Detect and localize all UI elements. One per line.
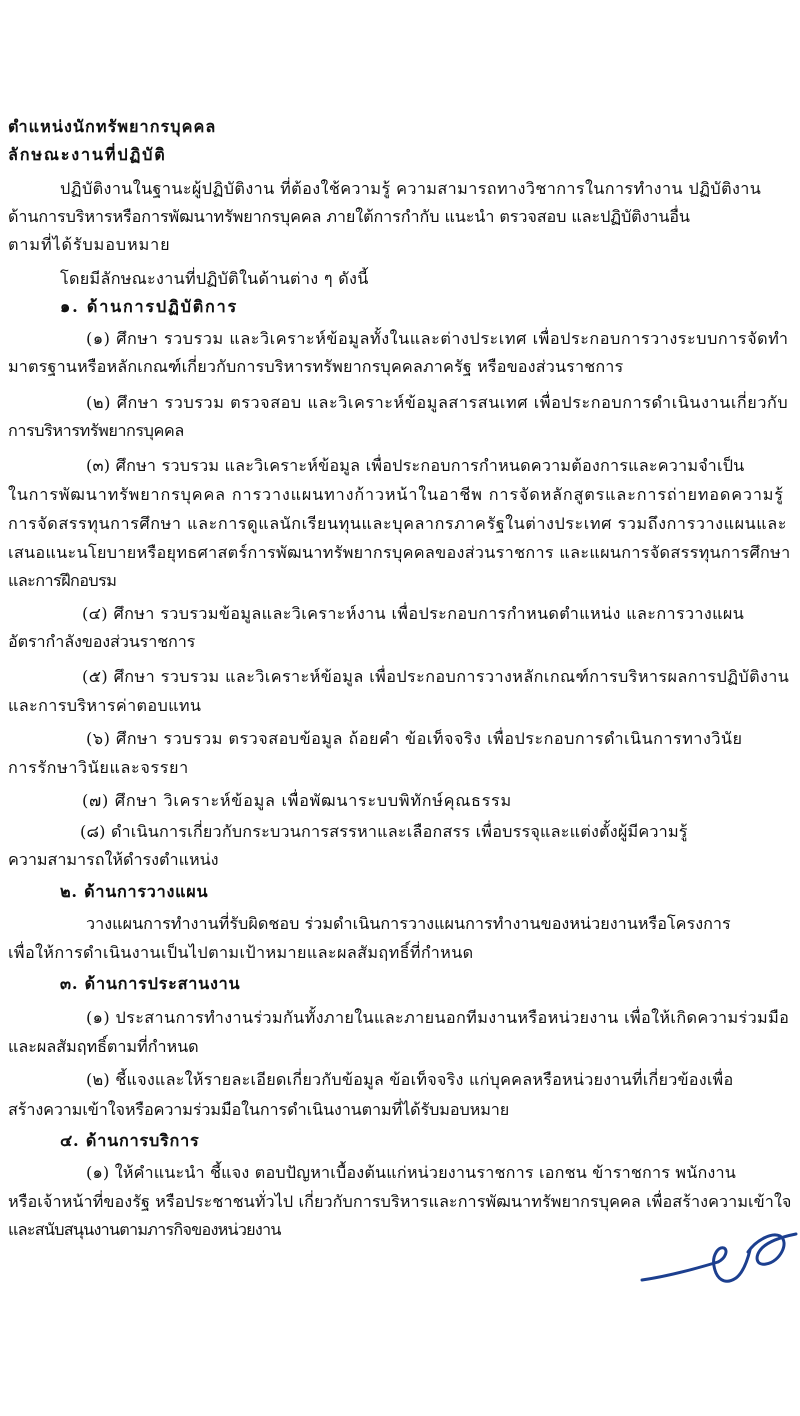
list-item-line: (๓) ศึกษา รวบรวม และวิเคราะห์ข้อมูล เพื่อประกอบการกำหนดความต้องการและความจำเป็น xyxy=(86,456,745,475)
list-item-line: (๔) ศึกษา รวบรวมข้อมูลและวิเคราะห์งาน เพื่อประกอบการกำหนดตำแหน่ง และการวางแผน xyxy=(82,604,745,623)
intro-line: ปฏิบัติงานในฐานะผู้ปฏิบัติงาน ที่ต้องใช้ความรู้ ความสามารถทางวิชาการในการทำงาน ปฏิบัติงาน xyxy=(60,179,762,198)
list-item-line: อัตรากำลังของส่วนราชการ xyxy=(8,632,196,651)
document-subtitle: ลักษณะงานที่ปฏิบัติ xyxy=(8,145,167,164)
signature-mark xyxy=(640,1222,800,1292)
list-item-line: และการบริหารค่าตอบแทน xyxy=(8,696,202,715)
list-item-line: (๒) ศึกษา รวบรวม ตรวจสอบ และวิเคราะห์ข้อมูลสารสนเทศ เพื่อประกอบการดำเนินงานเกี่ยวกับ xyxy=(86,393,789,412)
list-item-line: (๖) ศึกษา รวบรวม ตรวจสอบข้อมูล ถ้อยคำ ข้อเท็จจริง เพื่อประกอบการดำเนินการทางวินัย xyxy=(86,729,743,748)
list-item-line: หรือเจ้าหน้าที่ของรัฐ หรือประชาชนทั่วไป เกี่ยวกับการบริหารและการพัฒนาทรัพยากรบุคคล เพื่อสร้างความเข้าใจ xyxy=(8,1192,792,1211)
intro-line: ตามที่ได้รับมอบหมาย xyxy=(8,235,171,254)
section-heading-coordination: ๓. ด้านการประสานงาน xyxy=(60,974,241,993)
lead-line: โดยมีลักษณะงานที่ปฏิบัติในด้านต่าง ๆ ดังนี้ xyxy=(60,269,369,288)
list-item-line: (๑) ประสานการทำงานร่วมกันทั้งภายในและภายนอกทีมงานหรือหน่วยงาน เพื่อให้เกิดความร่วมมือ xyxy=(86,1008,790,1027)
list-item-line: และผลสัมฤทธิ์ตามที่กำหนด xyxy=(8,1037,199,1056)
section-heading-service: ๔. ด้านการบริการ xyxy=(60,1131,200,1150)
document-title: ตำแหน่งนักทรัพยากรบุคคล xyxy=(8,117,217,136)
list-item-line: (๑) ศึกษา รวบรวม และวิเคราะห์ข้อมูลทั้งในและต่างประเทศ เพื่อประกอบการวางระบบการจัดทำ xyxy=(86,329,789,348)
list-item-line: สร้างความเข้าใจหรือความร่วมมือในการดำเนินงานตามที่ได้รับมอบหมาย xyxy=(8,1100,510,1119)
list-item-line: และสนับสนุนงานตามภารกิจของหน่วยงาน xyxy=(8,1220,281,1239)
list-item-line: ความสามารถให้ดำรงตำแหน่ง xyxy=(8,850,219,869)
paragraph-line: เพื่อให้การดำเนินงานเป็นไปตามเป้าหมายและผลสัมฤทธิ์ที่กำหนด xyxy=(8,943,474,962)
paragraph-line: วางแผนการทำงานที่รับผิดชอบ ร่วมดำเนินการวางแผนการทำงานของหน่วยงานหรือโครงการ xyxy=(86,914,731,933)
list-item-line: ในการพัฒนาทรัพยากรบุคคล การวางแผนทางก้าวหน้าในอาชีพ การจัดหลักสูตรและการถ่ายทอดความรู้ xyxy=(8,485,784,504)
section-heading-operations: ๑. ด้านการปฏิบัติการ xyxy=(60,297,238,316)
list-item-line: เสนอแนะนโยบายหรือยุทธศาสตร์การพัฒนาทรัพยากรบุคคลของส่วนราชการ และแผนการจัดสรรทุนการศึกษา xyxy=(8,543,791,562)
list-item-line: (๒) ชี้แจงและให้รายละเอียดเกี่ยวกับข้อมูล ข้อเท็จจริง แก่บุคคลหรือหน่วยงานที่เกี่ยวข้องเพื่อ xyxy=(86,1070,734,1089)
list-item-line: การบริหารทรัพยากรบุคคล xyxy=(8,421,184,440)
list-item-line: มาตรฐานหรือหลักเกณฑ์เกี่ยวกับการบริหารทรัพยากรบุคคลภาครัฐ หรือของส่วนราชการ xyxy=(8,357,624,376)
list-item-line: (๑) ให้คำแนะนำ ชี้แจง ตอบปัญหาเบื้องต้นแก่หน่วยงานราชการ เอกชน ข้าราชการ พนักงาน xyxy=(86,1163,736,1182)
list-item-line: (๘) ดำเนินการเกี่ยวกับกระบวนการสรรหาและเลือกสรร เพื่อบรรจุและแต่งตั้งผู้มีความรู้ xyxy=(80,822,688,841)
list-item-line: และการฝึกอบรม xyxy=(8,571,117,590)
section-heading-planning: ๒. ด้านการวางแผน xyxy=(60,882,209,901)
intro-line: ด้านการบริหารหรือการพัฒนาทรัพยากรบุคคล ภายใต้การกำกับ แนะนำ ตรวจสอบ และปฏิบัติงานอื่น xyxy=(8,207,690,226)
list-item-line: (๗) ศึกษา วิเคราะห์ข้อมูล เพื่อพัฒนาระบบพิทักษ์คุณธรรม xyxy=(82,791,512,810)
list-item-line: (๕) ศึกษา รวบรวม และวิเคราะห์ข้อมูล เพื่อประกอบการวางหลักเกณฑ์การบริหารผลการปฏิบัติงาน xyxy=(82,667,790,686)
list-item-line: การรักษาวินัยและจรรยา xyxy=(8,758,189,777)
list-item-line: การจัดสรรทุนการศึกษา และการดูแลนักเรียนทุนและบุคลากรภาครัฐในต่างประเทศ รวมถึงการวางแผนและ xyxy=(8,514,787,533)
